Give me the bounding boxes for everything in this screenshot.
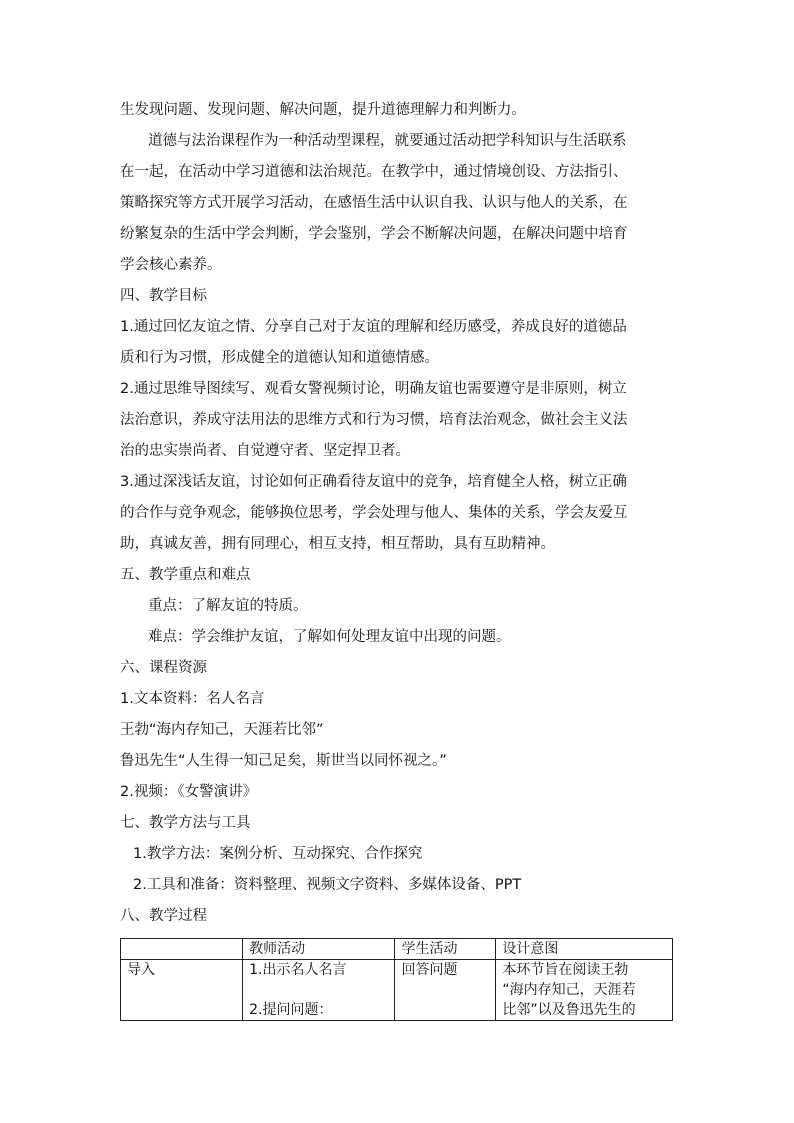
goal-line: 3.通过深浅话友谊，讨论如何正确看待友谊中的竞争，培育健全人格，树立正确 <box>120 474 627 490</box>
section-heading: 四、教学目标 <box>120 288 207 304</box>
key-point: 重点：了解友谊的特质。 <box>148 598 308 614</box>
design-intent-line: 比邻”以及鲁迅先生的 <box>502 1002 636 1018</box>
paragraph-line: 在一起，在活动中学习道德和法治规范。在教学中，通过情境创设、方法指引、 <box>120 164 628 180</box>
goal-line: 1.通过回忆友谊之情、分享自己对于友谊的理解和经历感受，养成良好的道德品 <box>120 319 627 335</box>
student-activity-cell: 回答问题 <box>395 960 496 1021</box>
paragraph-line: 学会核心素养。 <box>120 257 222 273</box>
stage-cell: 导入 <box>121 960 243 1021</box>
resource-line: 鲁迅先生“人生得一知己足矣，斯世当以同怀视之。” <box>120 753 447 769</box>
paragraph-line: 纷繁复杂的生活中学会判断，学会鉴别，学会不断解决问题，在解决问题中培育 <box>120 226 628 242</box>
paragraph-line: 生发现问题、发现问题、解决问题，提升道德理解力和判断力。 <box>120 102 526 118</box>
paragraph-line: 道德与法治课程作为一种活动型课程，就要通过活动把学科知识与生活联系 <box>148 133 627 149</box>
table-header-cell: 教师活动 <box>243 939 395 960</box>
design-intent-line: “海内存知己，天涯若 <box>502 982 636 998</box>
design-intent-line: 本环节旨在阅读王勃 <box>502 962 629 978</box>
method-line: 1.教学方法：案例分析、互动探究、合作探究 <box>133 846 423 862</box>
paragraph-line: 策略探究等方式开展学习活动，在感悟生活中认识自我、认识与他人的关系，在 <box>120 195 628 211</box>
table-row <box>121 960 673 1021</box>
goal-line: 的合作与竞争观念，能够换位思考，学会处理与他人、集体的关系，学会友爱互 <box>120 505 628 521</box>
table-header-cell: 学生活动 <box>395 939 496 960</box>
design-intent-cell <box>496 960 673 1021</box>
resource-line: 1.文本资料：名人名言 <box>120 691 265 707</box>
section-heading: 五、教学重点和难点 <box>120 567 251 583</box>
resource-line: 王勃“海内存知己，天涯若比邻” <box>120 722 324 738</box>
table-header-cell: 设计意图 <box>496 939 673 960</box>
goal-line: 助，真诚友善，拥有同理心，相互支持，相互帮助，具有互助精神。 <box>120 536 555 552</box>
goal-line: 法治意识，养成守法用法的思维方式和行为习惯，培育法治观念，做社会主义法 <box>120 412 628 428</box>
teaching-process-table <box>120 938 673 1021</box>
section-heading: 八、教学过程 <box>120 908 207 924</box>
table-header-cell <box>121 939 243 960</box>
section-heading: 六、课程资源 <box>120 660 207 676</box>
teacher-activity-line: 1.出示名人名言 <box>249 962 347 978</box>
resource-line: 2.视频：《女警演讲》 <box>120 784 258 800</box>
goal-line: 质和行为习惯，形成健全的道德认知和道德情感。 <box>120 350 439 366</box>
difficult-point: 难点：学会维护友谊，了解如何处理友谊中出现的问题。 <box>148 629 511 645</box>
method-line: 2.工具和准备：资料整理、视频文字资料、多媒体设备、PPT <box>133 877 522 893</box>
table-header-row <box>121 939 673 960</box>
teacher-activity-line: 2.提问问题： <box>249 1002 333 1018</box>
teacher-activity-cell <box>243 960 395 1021</box>
section-heading: 七、教学方法与工具 <box>120 815 251 831</box>
goal-line: 2.通过思维导图续写、观看女警视频讨论，明确友谊也需要遵守是非原则，树立 <box>120 381 627 397</box>
goal-line: 治的忠实崇尚者、自觉遵守者、坚定捍卫者。 <box>120 443 410 459</box>
